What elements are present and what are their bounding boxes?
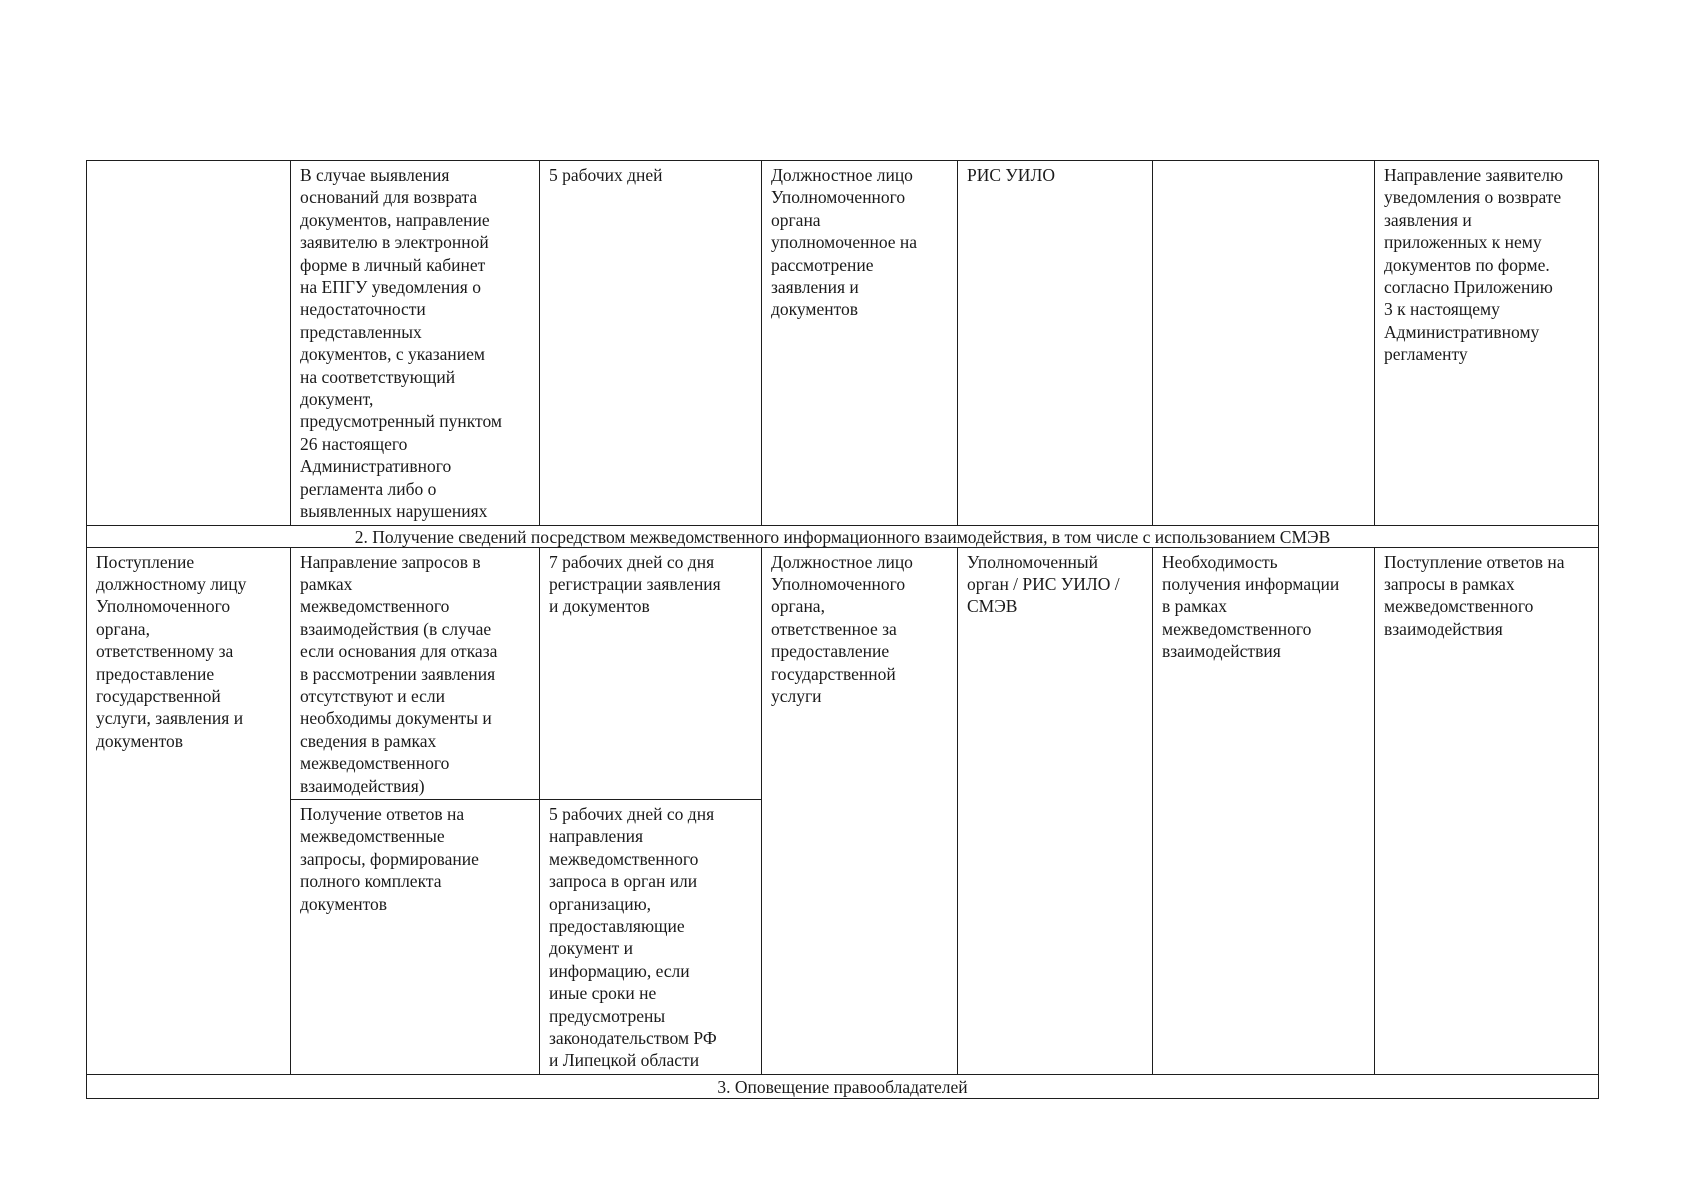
table-row xyxy=(87,161,1599,526)
table-cell-basis: Поступление должностному лицу Уполномоченного органа, ответственному за предоставление государственной услуги, заявления и документов xyxy=(87,547,291,1074)
table-cell-responsible: Должностное лицо Уполномоченного органа уполномоченное на рассмотрение заявления и документов xyxy=(762,161,958,526)
procedure-table xyxy=(86,160,1599,1099)
table-cell-result: Направление заявителю уведомления о возврате заявления и приложенных к нему документов по форме. согласно Приложению 3 к настоящему Административному регламенту xyxy=(1375,161,1599,526)
table-cell-term: 5 рабочих дней xyxy=(540,161,762,526)
table-cell-responsible: Должностное лицо Уполномоченного органа, ответственное за предоставление государственной услуги xyxy=(762,547,958,1074)
table-cell-criteria: Необходимость получения информации в рамках межведомственного взаимодействия xyxy=(1153,547,1375,1074)
table-cell-criteria xyxy=(1153,161,1375,526)
table-cell-result: Поступление ответов на запросы в рамках межведомственного взаимодействия xyxy=(1375,547,1599,1074)
table-cell-system: Уполномоченный орган / РИС УИЛО / СМЭВ xyxy=(958,547,1153,1074)
table-row xyxy=(87,547,1599,799)
table-cell-action: Получение ответов на межведомственные запросы, формирование полного комплекта документов xyxy=(291,799,540,1074)
table-cell-basis xyxy=(87,161,291,526)
section-header-row xyxy=(87,1074,1599,1098)
table-cell-system: РИС УИЛО xyxy=(958,161,1153,526)
section-title: 3. Оповещение правообладателей xyxy=(87,1074,1599,1098)
table-cell-term: 5 рабочих дней со дня направления межведомственного запроса в орган или организацию, предоставляющие документ и информацию, если иные сроки не предусмотрены законодательством РФ и Липецкой области xyxy=(540,799,762,1074)
table-cell-term: 7 рабочих дней со дня регистрации заявления и документов xyxy=(540,547,762,799)
section-title: 2. Получение сведений посредством межведомственного информационного взаимодействия, в том числе с использованием СМЭВ xyxy=(87,525,1599,547)
table-cell-action: Направление запросов в рамках межведомственного взаимодействия (в случае если основания для отказа в рассмотрении заявления отсутствуют и если необходимы документы и сведения в рамках межведомственного взаимодействия) xyxy=(291,547,540,799)
section-header-row xyxy=(87,525,1599,547)
table-cell-action: В случае выявления оснований для возврата документов, направление заявителю в электронной форме в личный кабинет на ЕПГУ уведомления о недостаточности представленных документов, с указанием на соответствующий документ, предусмотренный пунктом 26 настоящего Административного регламента либо о выявленных нарушениях xyxy=(291,161,540,526)
